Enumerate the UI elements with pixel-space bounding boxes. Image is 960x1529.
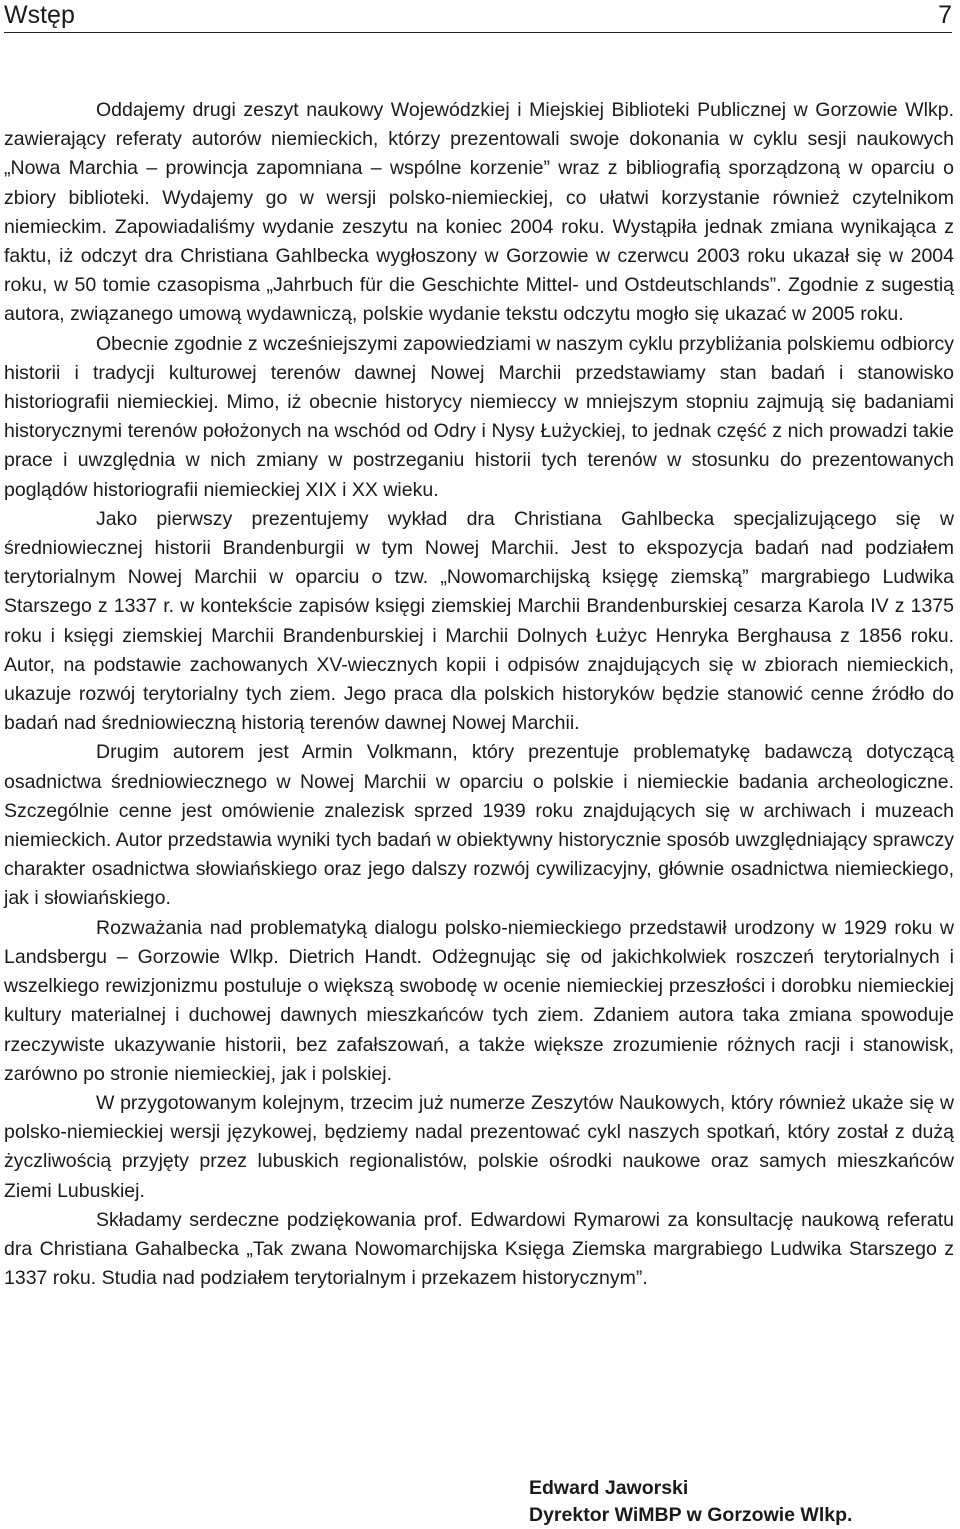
signature-role: Dyrektor WiMBP w Gorzowie Wlkp. — [529, 1504, 853, 1526]
body-text — [4, 96, 954, 1293]
page-number: 7 — [938, 1, 952, 29]
paragraph-5: Rozważania nad problematyką dialogu polsko-niemieckiego przedstawił urodzony w 1929 roku w Landsbergu – Gorzowie Wlkp. Dietrich Handt. Odżegnując się od jakichkolwiek roszczeń terytorialnych i wszelkiego rewizjonizmu postuluje o większą swobodę w ocenie niemieckiej przeszłości i dorobku niemieckiej kultury materialnej i duchowej dawnych mieszkańców tych ziem. Zdaniem autora taka zmiana spowoduje rzeczywiste ukazywanie historii, bez zafałszowań, a także większe zrozumienie różnych racji i stanowisk, zarówno po stronie niemieckiej, jak i polskiej. — [4, 916, 954, 1085]
running-header — [4, 0, 952, 33]
paragraph-4: Drugim autorem jest Armin Volkmann, który prezentuje problematykę badawczą dotyczącą osadnictwa średniowiecznego w Nowej Marchii w oparciu o polskie i niemieckie badania archeologiczne. Szczególnie cenne jest omówienie znalezisk sprzed 1939 roku znajdujących się w archiwach i muzeach niemieckich. Autor przedstawia wyniki tych badań w obiektywny historycznie sposób uwzględniający sprawczy charakter osadnictwa słowiańskiego oraz jego dalszy rozwój cywilizacyjny, głównie osadnictwa niemieckiego, jak i słowiańskiego. — [4, 741, 954, 910]
paragraph-2: Obecnie zgodnie z wcześniejszymi zapowiedziami w naszym cyklu przybliżania polskiemu odbiorcy historii i tradycji kulturowej terenów dawnej Nowej Marchii przedstawiamy stan badań i stanowisko historiografii niemieckiej. Mimo, iż obecnie historycy niemieccy w mniejszym stopniu zajmują się badaniami historycznymi terenów położonych na wschód od Odry i Nysy Łużyckiej, to jednak część z nich prowadzi takie prace i uwzględnia w nich zmiany w postrzeganiu historii tych terenów w stosunku do prezentowanych poglądów historiografii niemieckiej XIX i XX wieku. — [4, 332, 954, 501]
paragraph-6: W przygotowanym kolejnym, trzecim już numerze Zeszytów Naukowych, który również ukaże się w polsko-niemieckiej wersji językowej, będziemy nadal prezentować cykl naszych spotkań, który został z dużą życzliwością przyjęty przez lubuskich regionalistów, polskie ośrodki naukowe oraz samych mieszkańców Ziemi Lubuskiej. — [4, 1091, 954, 1202]
paragraph-3: Jako pierwszy prezentujemy wykład dra Christiana Gahlbecka specjalizującego się w średniowiecznej historii Brandenburgii w tym Nowej Marchii. Jest to ekspozycja badań nad podziałem terytorialnym Nowej Marchii w oparciu o tzw. „Nowomarchijską księgę ziemską” margrabiego Ludwika Starszego z 1337 r. w kontekście zapisów księgi ziemskiej Marchii Brandenburskiej cesarza Karola IV z 1375 roku i księgi ziemskiej Marchii Brandenburskiej i Marchii Dolnych Łużyc Henryka Berghausa z 1856 roku. Autor, na podstawie zachowanych XV-wiecznych kopii i odpisów znajdujących się w zbiorach niemieckich, ukazuje rozwój terytorialny tych ziem. Jego praca dla polskich historyków będzie stanowić cenne źródło do badań nad średniowieczną historią terenów dawnej Nowej Marchii. — [4, 507, 954, 735]
signature-block — [529, 1475, 852, 1529]
paragraph-1: Oddajemy drugi zeszyt naukowy Wojewódzkiej i Miejskiej Biblioteki Publicznej w Gorzowie Wlkp. zawierający referaty autorów niemieckich, którzy prezentowali swoje dokonania w cyklu sesji naukowych „Nowa Marchia – prowincja zapomniana – wspólne korzenie” wraz z bibliografią sporządzoną w oparciu o zbiory biblioteki. Wydajemy go w wersji polsko-niemieckiej, co ułatwi korzystanie również czytelnikom niemieckim. Zapowiadaliśmy wydanie zeszytu na koniec 2004 roku. Wystąpiła jednak zmiana wynikająca z faktu, iż odczyt dra Christiana Gahlbecka wygłoszony w Gorzowie w czerwcu 2003 roku ukazał się w 2004 roku, w 50 tomie czasopisma „Jahrbuch für die Geschichte Mittel- und Ostdeutschlands”. Zgodnie z sugestią autora, związanego umową wydawniczą, polskie wydanie tekstu odczytu mogło się ukazać w 2005 roku. — [4, 99, 954, 326]
signature-name: Edward Jaworski — [529, 1477, 689, 1499]
section-title: Wstęp — [4, 1, 75, 29]
paragraph-7: Składamy serdeczne podziękowania prof. Edwardowi Rymarowi za konsultację naukową referatu dra Christiana Gahalbecka „Tak zwana Nowomarchijska Księga Ziemska margrabiego Ludwika Starszego z 1337 roku. Studia nad podziałem terytorialnym i przekazem historycznym”. — [4, 1208, 954, 1290]
